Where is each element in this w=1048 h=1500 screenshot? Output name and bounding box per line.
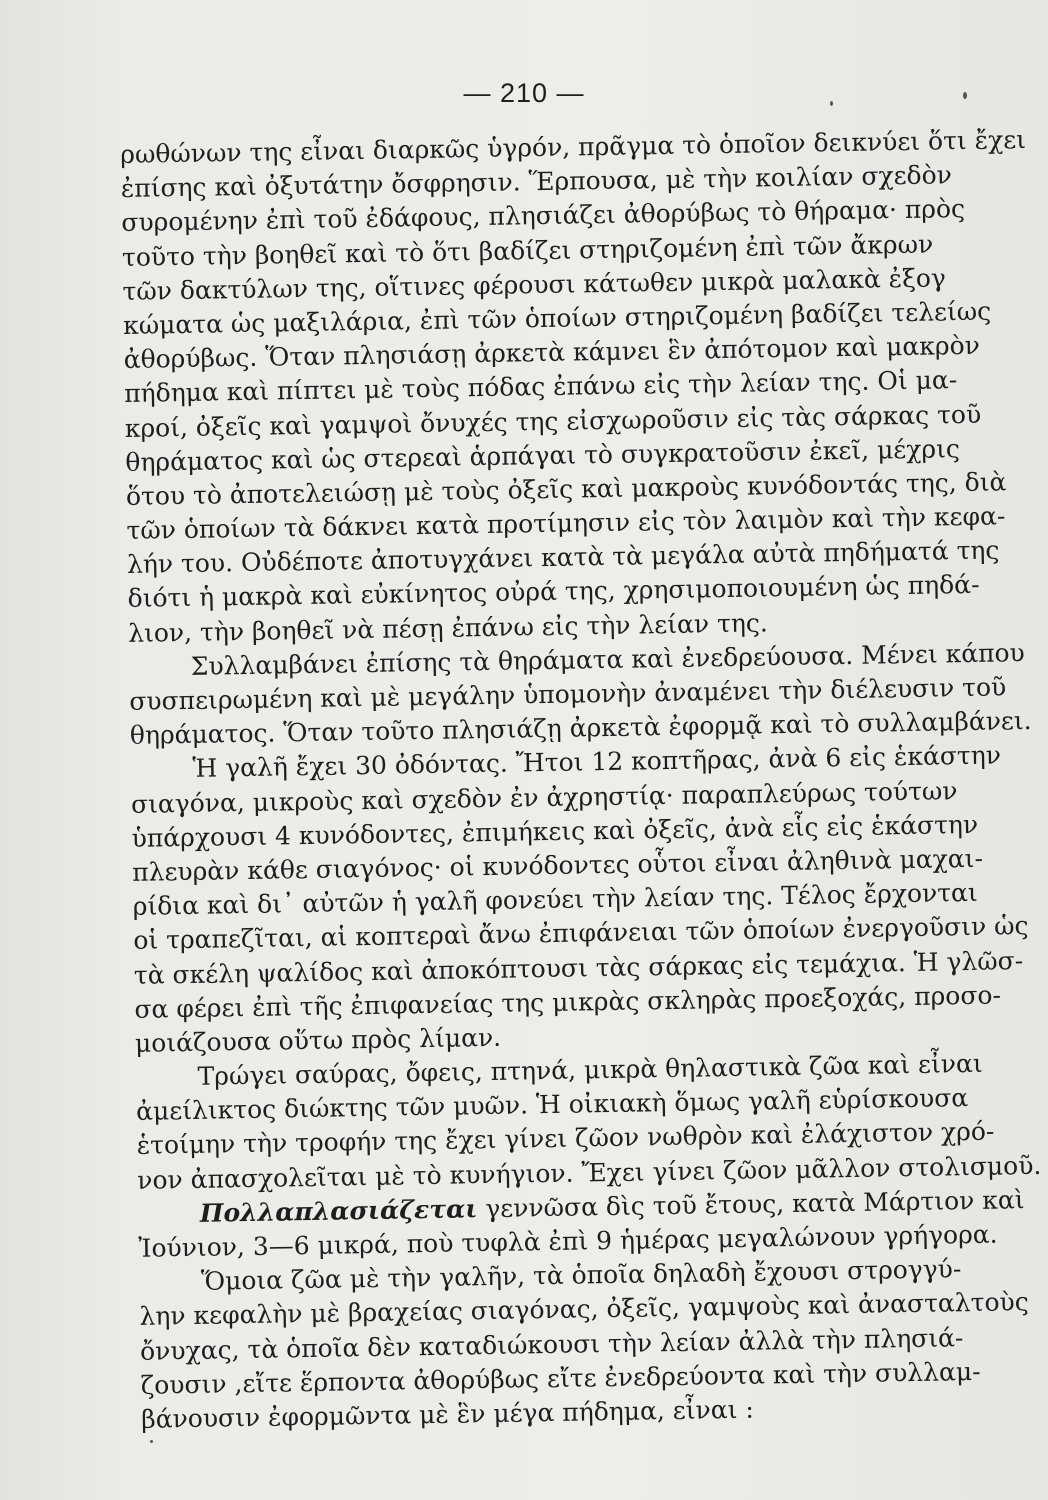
text-line: Ὅμοια ζῶα μὲ τὴν γαλῆν, τὰ ὁποῖα δηλαδὴ ἔχουσι στρογγύ- — [200, 1254, 962, 1297]
text-line: τῶν ὁποίων τὰ δάκνει κατὰ προτίμησιν εἰς τὸν λαιμὸν καὶ τὴν κεφα- — [126, 501, 1006, 546]
text-line: νον ἀπασχολεῖται μὲ τὸ κυνήγιον. Ἔχει γίνει ζῶον μᾶλλον στολισμοῦ. — [137, 1150, 1042, 1195]
text-span: γεννῶσα δὶς τοῦ ἔτους, κατὰ Μάρτιον καὶ — [485, 1184, 1025, 1223]
text-line: κροί, ὀξεῖς καὶ γαμψοὶ ὄνυχές της εἰσχωροῦσιν εἰς τὰς σάρκας τοῦ — [124, 399, 982, 443]
page-number: — 210 — — [463, 78, 585, 108]
text-line: βάνουσιν ἐφορμῶντα μὲ ἓν μέγα πήδημα, εἶναι : — [141, 1394, 754, 1434]
text-line: συσπειρωμένη καὶ μὲ μεγάλην ὑπομονὴν ἀναμένει τὴν διέλευσιν τοῦ — [129, 672, 1007, 716]
text-line: ὑπάρχουσι 4 κυνόδοντες, ἐπιμήκεις καὶ ὀξεῖς, ἀνὰ εἷς εἰς ἑκάστην — [131, 809, 979, 853]
text-line: διότι ἡ μακρὰ καὶ εὐκίνητος οὐρά της, χρησιμοποιουμένη ὡς πηδά- — [127, 570, 980, 614]
text-line: ἀθορύβως. Ὅταν πλησιάσῃ ἀρκετὰ κάμνει ἓν ἀπότομον καὶ μακρὸν — [123, 330, 981, 375]
text-line: συρομένην ἐπὶ τοῦ ἐδάφους, πλησιάζει ἀθορύβως τὸ θήραμα· πρὸς — [121, 194, 966, 238]
text-line: σα φέρει ἐπὶ τῆς ἐπιφανείας της μικρὰς σκληρὰς προεξοχάς, προσο- — [134, 980, 1002, 1024]
text-line: ρωθώνων της εἶναι διαρκῶς ὑγρόν, πρᾶγμα τὸ ὁποῖον δεικνύει ὅτι ἔχει — [120, 124, 1027, 169]
text-line: ὄνυχας, τὰ ὁποῖα δὲν καταδιώκουσι τὴν λείαν ἀλλὰ τὴν πλησιά- — [139, 1322, 964, 1366]
text-line: μοιάζουσα οὕτω πρὸς λίμαν. — [134, 1022, 502, 1058]
emphasized-term: Πολλαπλασιάζεται — [199, 1194, 478, 1228]
text-line: ἀμείλικτος διώκτης τῶν μυῶν. Ἡ οἰκιακὴ ὅμως γαλῆ εὑρίσκουσα — [135, 1083, 969, 1127]
body-text — [120, 123, 1048, 1437]
text-line: πλευρὰν κάθε σιαγόνος· οἱ κυνόδοντες οὗτοι εἶναι ἀληθινὰ μαχαι- — [131, 843, 984, 887]
text-line: τὰ σκέλη ψαλίδος καὶ ἀποκόπτουσι τὰς σάρκας εἰς τεμάχια. Ἡ γλῶσ- — [133, 945, 1024, 990]
text-line: τῶν δακτύλων της, οἵτινες φέρουσι κάτωθεν μικρὰ μαλακὰ ἐξογ — [122, 263, 947, 306]
ink-speck — [830, 101, 833, 106]
text-line: λην κεφαλὴν μὲ βραχείας σιαγόνας, ὀξεῖς, γαμψοὺς καὶ ἀνασταλτοὺς — [139, 1287, 1029, 1332]
text-line: θηράματος καὶ ὡς στερεαὶ ἁρπάγαι τὸ συγκρατοῦσιν ἐκεῖ, μέχρις — [125, 433, 961, 477]
text-line: πήδημα καὶ πίπτει μὲ τοὺς πόδας ἐπάνω εἰς τὴν λείαν της. Οἱ μα- — [124, 365, 958, 409]
text-line: Συλλαμβάνει ἐπίσης τὰ θηράματα καὶ ἐνεδρεύουσα. Μένει κάπου — [190, 637, 1025, 681]
text-line: Ἡ γαλῆ ἔχει 30 ὀδόντας. Ἤτοι 12 κοπτῆρας, ἀνὰ 6 εἰς ἑκάστην — [192, 740, 1002, 784]
text-line: λιον, τὴν βοηθεῖ νὰ πέσῃ ἐπάνω εἰς τὴν λείαν της. — [127, 607, 769, 648]
ink-speck — [150, 1440, 153, 1443]
text-line: θηράματος. Ὅταν τοῦτο πλησιάζῃ ἀρκετὰ ἐφορμᾷ καὶ τὸ συλλαμβάνει. — [129, 706, 1032, 751]
text-line: τοῦτο τὴν βοηθεῖ καὶ τὸ ὅτι βαδίζει στηριζομένη ἐπὶ τῶν ἄκρων — [121, 229, 934, 272]
text-line: Τρώγει σαύρας, ὄφεις, πτηνά, μικρὰ θηλαστικὰ ζῶα καὶ εἶναι — [197, 1048, 983, 1091]
text-line: οἱ τραπεζῖται, αἱ κοπτεραὶ ἄνω ἐπιφάνειαι τῶν ὁποίων ἐνεργοῦσιν ὡς — [133, 911, 1029, 956]
text-line: ἐπίσης καὶ ὀξυτάτην ὄσφρησιν. Ἕρπουσα, μὲ τὴν κοιλίαν σχεδὸν — [120, 160, 953, 204]
text-line: κώματα ὡς μαξιλάρια, ἐπὶ τῶν ὁποίων στηριζομένη βαδίζει τελείως — [122, 296, 992, 340]
text-line: ἑτοίμην τὴν τροφήν της ἔχει γίνει ζῶον νωθρὸν καὶ ἐλάχιστον χρό- — [136, 1117, 995, 1161]
ink-speck — [963, 92, 967, 99]
text-line: ὅτου τὸ ἀποτελειώσῃ μὲ τοὺς ὀξεῖς καὶ μακροὺς κυνόδοντάς της, διὰ — [125, 467, 1007, 511]
text-line: λήν του. Οὐδέποτε ἀποτυγχάνει κατὰ τὰ μεγάλα αὐτὰ πηδήματά της — [126, 535, 1000, 580]
text-line: σιαγόνα, μικροὺς καὶ σχεδὸν ἐν ἀχρηστίᾳ· παραπλεύρως τούτων — [130, 775, 958, 819]
text-line: ζουσιν ,εἴτε ἕρποντα ἀθορύβως εἴτε ἐνεδρεύοντα καὶ τὴν συλλαμ- — [140, 1356, 981, 1400]
text-line: ρίδια καὶ δι᾽ αὐτῶν ἡ γαλῆ φονεύει τὴν λείαν της. Τέλος ἔρχονται — [132, 878, 978, 922]
text-line: Ἰούνιον, 3—6 μικρά, ποὺ τυφλὰ ἐπὶ 9 ἡμέρας μεγαλώνουν γρήγορα. — [138, 1219, 998, 1263]
